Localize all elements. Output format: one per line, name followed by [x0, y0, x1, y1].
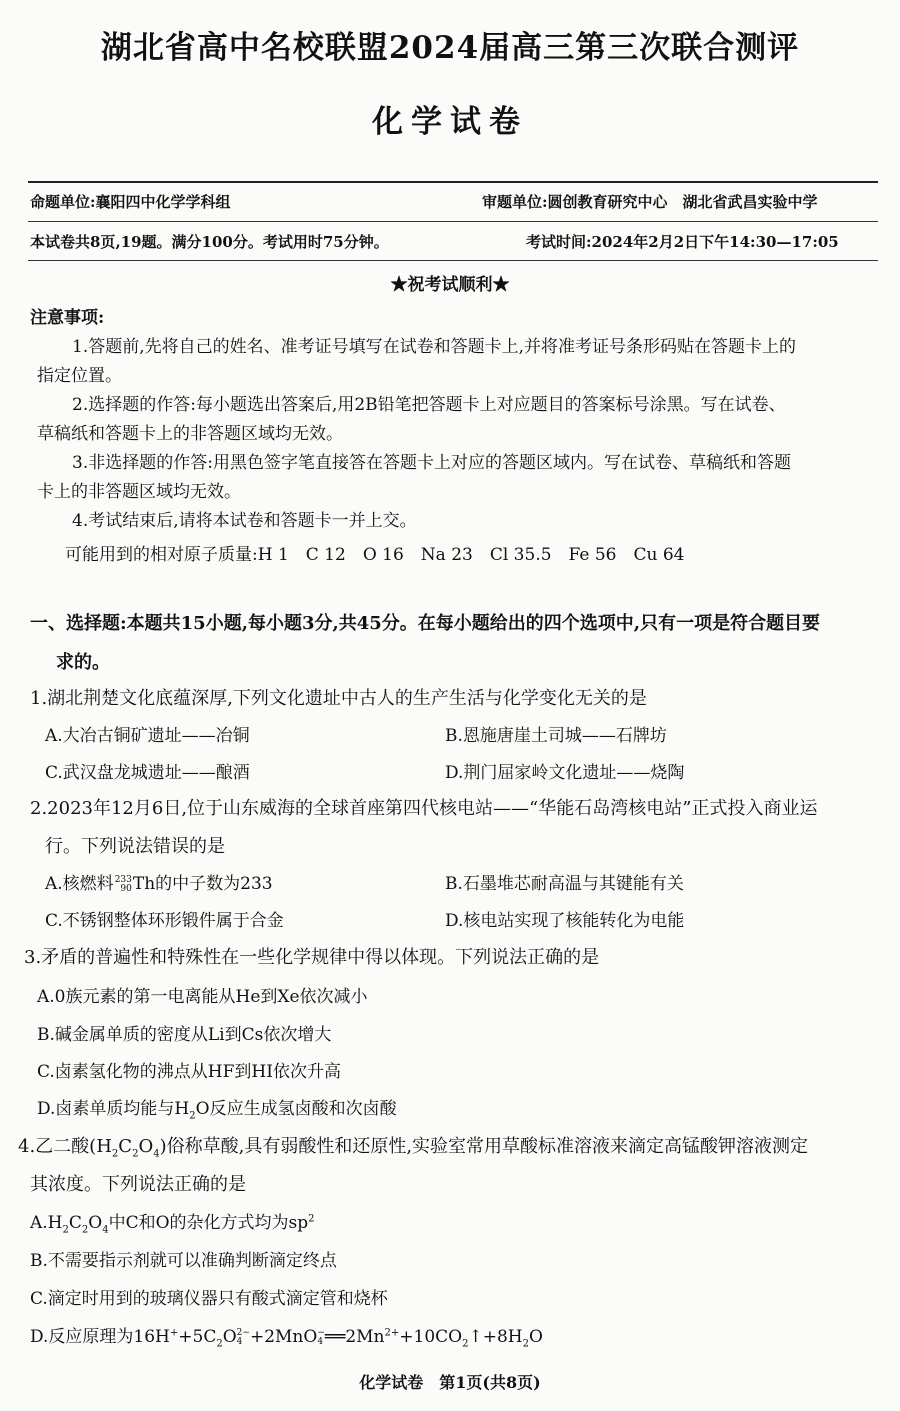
header-rule-bottom: [28, 260, 878, 261]
notice-item-3: 3.非选择题的作答:用黑色签字笔直接答在答题卡上对应的答题区域内。写在试卷、草稿纸和答题: [72, 453, 791, 473]
nuclide-atomic-number: 90: [120, 883, 132, 894]
q2-option-a: [45, 869, 273, 894]
q2-option-a-pre: A.核燃料: [45, 874, 114, 894]
exam-time: 考试时间:2024年2月2日下午14:30—17:05: [526, 233, 839, 251]
q3-option-b: B.碱金属单质的密度从Li到Cs依次增大: [37, 1025, 332, 1045]
header-rule-middle: [28, 221, 878, 222]
notice-heading: 注意事项:: [30, 308, 105, 328]
page-footer: 化学试卷 第1页(共8页): [359, 1373, 541, 1392]
notice-item-3-cont: 卡上的非答题区域均无效。: [37, 482, 241, 502]
notice-item-2-cont: 草稿纸和答题卡上的非答题区域均无效。: [37, 424, 343, 444]
q2-option-a-post: Th的中子数为233: [132, 874, 273, 894]
setter-unit: 命题单位:襄阳四中化学学科组: [30, 193, 231, 211]
notice-item-1-cont: 指定位置。: [37, 366, 122, 386]
notice-item-4: 4.考试结束后,请将本试卷和答题卡一并上交。: [72, 511, 417, 531]
q3-option-c: C.卤素氢化物的沸点从HF到HI依次升高: [37, 1062, 341, 1082]
atomic-masses: 可能用到的相对原子质量:H 1 C 12 O 16 Na 23 Cl 35.5 Fe 56 Cu 64: [65, 545, 685, 565]
q2-option-c: C.不锈钢整体环形锻件属于合金: [45, 911, 284, 931]
q1-option-d: D.荆门屈家岭文化遗址——烧陶: [445, 763, 685, 783]
q4-option-d: D.反应原理为$16H^++5C_2O$ 2− 4 +2MnO − 4 $══2Mn^{2+}+10CO_2↑+8H_2O$: [30, 1327, 543, 1350]
q3-option-d: D.卤素单质均能与$H_2O$反应生成氢卤酸和次卤酸: [37, 1099, 397, 1122]
blessing: ★祝考试顺利★: [390, 275, 510, 295]
q1-option-a: A.大冶古铜矿遗址——冶铜: [45, 726, 250, 746]
q1-option-b: B.恩施唐崖土司城——石牌坊: [445, 726, 667, 746]
q4-stem-cont: 其浓度。下列说法正确的是: [30, 1174, 246, 1195]
reviewer-unit: 审题单位:圆创教育研究中心 湖北省武昌实验中学: [482, 193, 818, 211]
notice-item-1: 1.答题前,先将自己的姓名、准考证号填写在试卷和答题卡上,并将准考证号条形码贴在答题卡上的: [72, 337, 797, 357]
q4-option-c: C.滴定时用到的玻璃仪器只有酸式滴定管和烧杯: [30, 1289, 388, 1309]
q1-stem: 1.湖北荆楚文化底蕴深厚,下列文化遗址中古人的生产生活与化学变化无关的是: [30, 688, 647, 709]
exam-title: 湖北省高中名校联盟2024届高三第三次联合测评: [100, 30, 800, 66]
q3-stem: 3.矛盾的普遍性和特殊性在一些化学规律中得以体现。下列说法正确的是: [24, 947, 600, 968]
q4-option-a: $A.H_2C_2O_4$中C和O的杂化方式均为$sp^2$: [30, 1213, 315, 1236]
section-heading-cont: 求的。: [56, 652, 110, 673]
header-rule-top: [28, 181, 878, 183]
subject-title: 化学试卷: [372, 104, 528, 140]
exam-info: 本试卷共8页,19题。满分100分。考试用时75分钟。: [30, 233, 389, 251]
q2-stem-cont: 行。下列说法错误的是: [45, 836, 225, 857]
q2-option-b: B.石墨堆芯耐高温与其键能有关: [445, 874, 684, 894]
q3-option-a: A.0族元素的第一电离能从He到Xe依次减小: [37, 987, 368, 1007]
q2-stem: 2.2023年12月6日,位于山东威海的全球首座第四代核电站——“华能石岛湾核电站”正式投入商业运: [30, 798, 818, 819]
nuclide-mass-number: 233: [114, 874, 132, 885]
section-heading: 一、选择题:本题共15小题,每小题3分,共45分。在每小题给出的四个选项中,只有一项是符合题目要: [30, 613, 821, 634]
q2-option-d: D.核电站实现了核能转化为电能: [445, 911, 685, 931]
q4-stem: 4.乙二酸$(H_2C_2O_4)$俗称草酸,具有弱酸性和还原性,实验室常用草酸标准溶液来滴定高锰酸钾溶液测定: [18, 1136, 809, 1160]
q4-option-b: B.不需要指示剂就可以准确判断滴定终点: [30, 1251, 337, 1271]
q1-option-c: C.武汉盘龙城遗址——酿酒: [45, 763, 250, 783]
notice-item-2: 2.选择题的作答:每小题选出答案后,用2B铅笔把答题卡上对应题目的答案标号涂黑。写在试卷、: [72, 395, 786, 415]
